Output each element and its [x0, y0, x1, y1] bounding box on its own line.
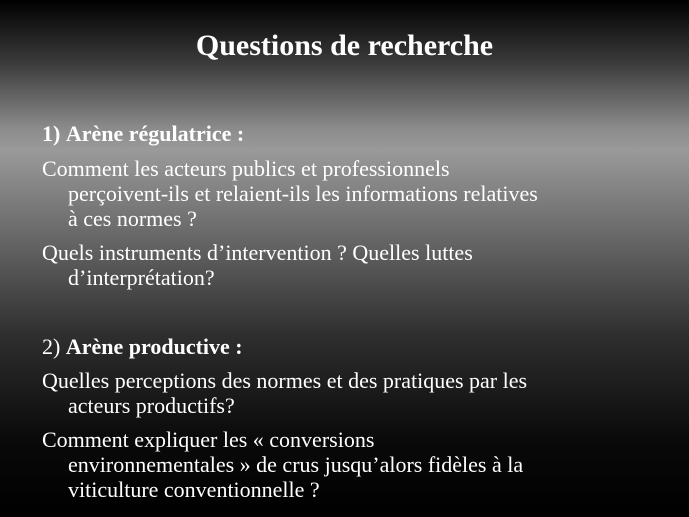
question-line: perçoivent-ils et relaient-ils les informations relatives: [68, 181, 538, 206]
section-number: 1): [42, 121, 61, 146]
question-line: viticulture conventionnelle ?: [68, 477, 320, 502]
question-paragraph: [42, 240, 662, 290]
question-line: d’interprétation?: [68, 265, 215, 290]
question-line: environnementales » de crus jusqu’alors fidèles à la: [68, 452, 524, 477]
question-line: Comment les acteurs publics et professionnels: [42, 156, 450, 181]
section-title: Arène productive :: [65, 334, 243, 359]
section-heading-productive: [42, 334, 243, 360]
question-paragraph: [42, 368, 662, 418]
question-paragraph: [42, 427, 662, 502]
question-line: à ces normes ?: [68, 206, 197, 231]
question-paragraph: [42, 156, 662, 231]
question-line: Quelles perceptions des normes et des pratiques par les: [42, 368, 528, 393]
section-number: 2): [42, 334, 61, 359]
question-line: acteurs productifs?: [68, 393, 235, 418]
section-heading-regulatrice: [42, 121, 244, 147]
slide-title: Questions de recherche: [195, 29, 494, 62]
question-line: Comment expliquer les « conversions: [42, 427, 375, 452]
question-line: Quels instruments d’intervention ? Quelles luttes: [42, 240, 473, 265]
section-title: Arène régulatrice :: [65, 121, 245, 146]
